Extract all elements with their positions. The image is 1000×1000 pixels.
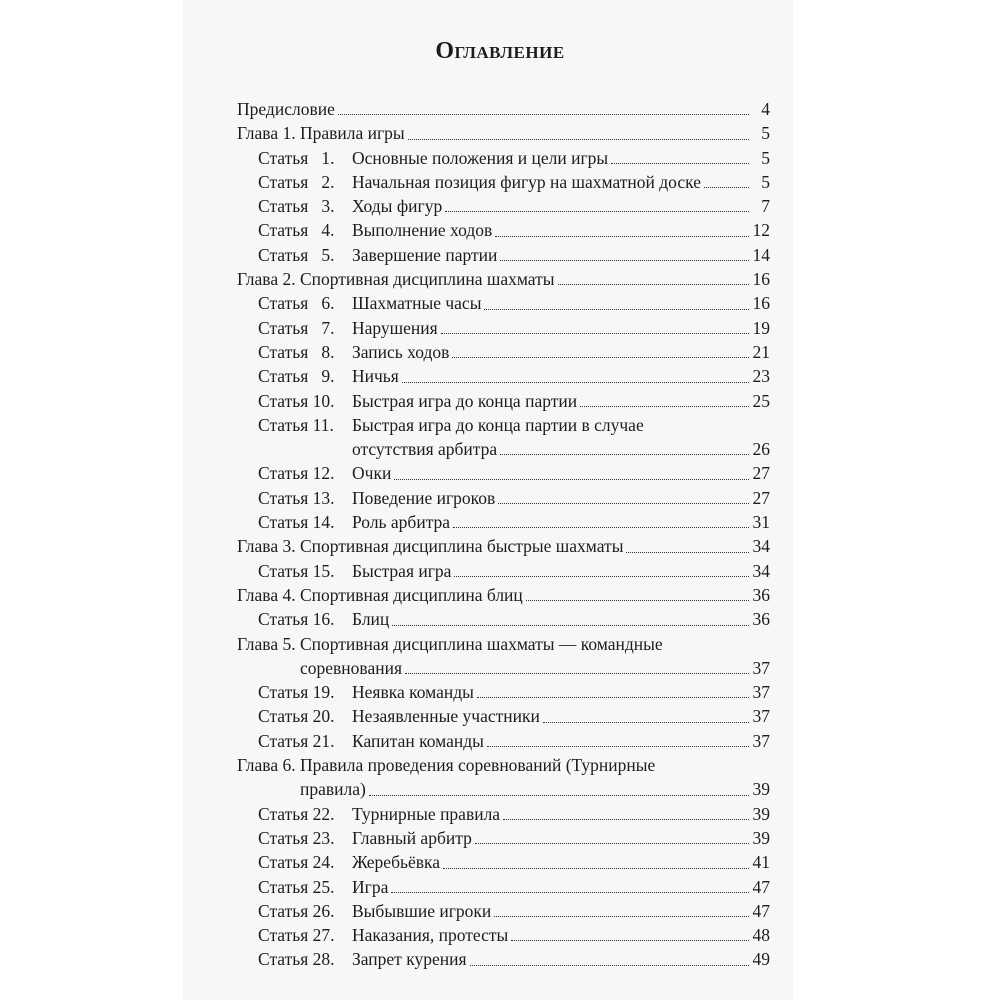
toc-label-line-2 [237, 656, 770, 680]
toc-wrapped-label [237, 753, 770, 802]
toc-article-number: Статья 8. [258, 341, 335, 362]
toc-page-number: 21 [752, 341, 770, 362]
toc-entry-article [237, 899, 770, 923]
toc-entry-article [237, 559, 770, 583]
toc-entry-article [237, 704, 770, 728]
toc-wrapped-label [352, 413, 770, 462]
toc-article-number: Статья 9. [258, 366, 335, 387]
toc-label-line-2 [237, 777, 770, 801]
toc-label-continued: отсутствия арбитра [352, 439, 498, 460]
toc-entry-article [237, 802, 770, 826]
toc-page-number: 19 [752, 317, 770, 338]
toc-entry-article [237, 826, 770, 850]
toc-article-number: Статья 2. [258, 171, 335, 192]
toc-entry-article [237, 243, 770, 267]
dot-leader [526, 600, 749, 601]
toc-label: Незаявленные участники [352, 706, 540, 727]
dot-leader [558, 284, 749, 285]
dot-leader [498, 503, 749, 504]
toc-page-number: 16 [752, 293, 770, 314]
toc-article-number: Статья 20. [258, 706, 335, 727]
toc-entry-article [237, 875, 770, 899]
toc-page-number: 41 [752, 852, 770, 873]
dot-leader [443, 868, 749, 869]
toc-page-number: 39 [752, 779, 770, 800]
toc-entry-preface [237, 97, 770, 121]
toc-label: Быстрая игра до конца партии [352, 390, 578, 411]
dot-leader [477, 697, 749, 698]
toc-entry-article [237, 194, 770, 218]
toc-page-number: 23 [752, 366, 770, 387]
toc-label: Поведение игроков [352, 487, 496, 508]
dot-leader [500, 454, 749, 455]
dot-leader [454, 576, 749, 577]
dot-leader [452, 357, 749, 358]
toc-entry-article [237, 340, 770, 364]
toc-label: Главный арбитр [352, 827, 472, 848]
toc-page-number: 49 [752, 949, 770, 970]
toc-label: Запрет курения [352, 949, 467, 970]
dot-leader [408, 139, 749, 140]
toc-article-number: Статья 6. [258, 293, 335, 314]
dot-leader [369, 795, 749, 796]
toc-entry-chapter-2 [237, 267, 770, 291]
dot-leader [626, 552, 749, 553]
toc-page-number: 4 [761, 99, 770, 119]
toc-article-number: Статья 3. [258, 196, 335, 217]
dot-leader [580, 406, 749, 407]
toc-label: Игра [352, 876, 389, 897]
toc-page-number: 5 [761, 171, 770, 192]
toc-entry-article [237, 850, 770, 874]
dot-leader [475, 843, 749, 844]
toc-article-number: Статья 10. [258, 390, 335, 411]
toc-label: Блиц [352, 609, 390, 630]
table-of-contents [237, 97, 770, 972]
dot-leader [494, 916, 749, 917]
toc-label: Глава 3. Спортивная дисциплина быстрые шахматы [237, 536, 624, 557]
toc-label: Неявка команды [352, 682, 474, 703]
dot-leader [611, 163, 749, 164]
toc-entry-article [237, 680, 770, 704]
toc-label: Нарушения [352, 317, 438, 338]
toc-page-number: 37 [752, 706, 770, 727]
toc-page-number: 37 [752, 730, 770, 751]
toc-entry-chapter-5 [237, 632, 770, 681]
dot-leader [704, 187, 749, 188]
toc-entry-chapter-1 [237, 121, 770, 145]
toc-entry-article [237, 146, 770, 170]
toc-page-number: 47 [752, 900, 770, 921]
toc-page-number: 5 [761, 147, 770, 168]
dot-leader [392, 625, 749, 626]
toc-entry-article [237, 729, 770, 753]
toc-article-number: Статья 4. [258, 220, 335, 241]
toc-entry-article [237, 364, 770, 388]
toc-page-number: 47 [752, 876, 770, 897]
toc-label: Завершение партии [352, 244, 498, 265]
dot-leader [503, 819, 749, 820]
toc-label: Глава 6. Правила проведения соревнований (Турнирные [237, 755, 656, 776]
toc-label: Глава 5. Спортивная дисциплина шахматы — командные [237, 633, 663, 654]
toc-page-number: 31 [752, 512, 770, 533]
toc-page-number: 36 [752, 609, 770, 630]
toc-label: Наказания, протесты [352, 925, 509, 946]
toc-label: Капитан команды [352, 730, 484, 751]
toc-article-number: Статья 21. [258, 730, 335, 751]
toc-page-number: 16 [752, 269, 770, 290]
toc-label: Предисловие [237, 99, 335, 119]
toc-article-number: Статья 16. [258, 609, 335, 630]
toc-page-number: 37 [752, 682, 770, 703]
toc-page-number: 12 [752, 220, 770, 241]
dot-leader [441, 333, 749, 334]
toc-page-number: 36 [752, 584, 770, 605]
toc-entry-article [237, 316, 770, 340]
toc-label: Жеребьёвка [352, 852, 440, 873]
toc-label: Глава 1. Правила игры [237, 123, 405, 144]
toc-page-number: 14 [752, 244, 770, 265]
dot-leader [394, 479, 749, 480]
toc-entry-article [237, 389, 770, 413]
toc-entry-chapter-4 [237, 583, 770, 607]
toc-article-number: Статья 13. [258, 487, 335, 508]
toc-page-number: 27 [752, 487, 770, 508]
toc-label: Быстрая игра до конца партии в случае [352, 414, 644, 435]
dot-leader [500, 260, 749, 261]
page-margin [793, 0, 1000, 1000]
toc-entry-article [237, 607, 770, 631]
toc-article-number: Статья 28. [258, 949, 335, 970]
dot-leader [511, 940, 749, 941]
toc-article-number: Статья 14. [258, 512, 335, 533]
toc-article-number: Статья 5. [258, 244, 335, 265]
toc-page-number: 27 [752, 463, 770, 484]
toc-page-number: 39 [752, 803, 770, 824]
toc-entry-article [237, 170, 770, 194]
toc-article-number: Статья 24. [258, 852, 335, 873]
toc-entry-article [237, 461, 770, 485]
toc-label: Роль арбитра [352, 512, 451, 533]
toc-article-number: Статья 1. [258, 147, 335, 168]
dot-leader [487, 746, 749, 747]
toc-entry-article [237, 218, 770, 242]
toc-wrapped-label [237, 632, 770, 681]
toc-label: Начальная позиция фигур на шахматной доске [352, 171, 701, 192]
toc-page-number: 26 [752, 439, 770, 460]
toc-label: Ничья [352, 366, 399, 387]
dot-leader [543, 722, 749, 723]
toc-label: Глава 2. Спортивная дисциплина шахматы [237, 269, 555, 290]
toc-label: Основные положения и цели игры [352, 147, 609, 168]
toc-label: Выбывшие игроки [352, 900, 492, 921]
toc-article-number: Статья 26. [258, 900, 335, 921]
toc-label-continued: соревнования [300, 657, 402, 678]
toc-label: Глава 4. Спортивная дисциплина блиц [237, 584, 523, 605]
toc-entry-article [237, 291, 770, 315]
toc-article-number: Статья 22. [258, 803, 335, 824]
toc-entry-article [237, 486, 770, 510]
toc-page-number: 34 [752, 560, 770, 581]
toc-label: Очки [352, 463, 392, 484]
toc-entry-article [237, 947, 770, 971]
toc-page-number: 39 [752, 827, 770, 848]
toc-article-number: Статья 12. [258, 463, 335, 484]
toc-page-number: 7 [761, 196, 770, 217]
toc-page-number: 34 [752, 536, 770, 557]
dot-leader [402, 382, 749, 383]
toc-entry-article [237, 510, 770, 534]
dot-leader [470, 965, 749, 966]
toc-label: Турнирные правила [352, 803, 501, 824]
toc-entry-article [237, 413, 770, 462]
dot-leader [338, 114, 749, 115]
toc-entry-chapter-3 [237, 534, 770, 558]
toc-page-number: 25 [752, 390, 770, 411]
toc-label: Шахматные часы [352, 293, 482, 314]
toc-label: Выполнение ходов [352, 220, 493, 241]
dot-leader [453, 527, 749, 528]
dot-leader [484, 309, 749, 310]
toc-article-number: Статья 15. [258, 560, 335, 581]
toc-page-number: 37 [752, 657, 770, 678]
toc-article-number: Статья 25. [258, 876, 335, 897]
toc-entry-chapter-6 [237, 753, 770, 802]
toc-label: Ходы фигур [352, 196, 443, 217]
toc-article-number: Статья 27. [258, 925, 335, 946]
dot-leader [405, 673, 749, 674]
toc-label-continued: правила) [300, 779, 366, 800]
dot-leader [391, 892, 749, 893]
toc-label-line-2 [352, 437, 770, 461]
toc-label: Быстрая игра [352, 560, 452, 581]
toc-article-number: Статья 23. [258, 827, 335, 848]
page-title: Оглавление [435, 38, 565, 64]
toc-article-number: Статья 7. [258, 317, 335, 338]
toc-article-number: Статья 19. [258, 682, 335, 703]
toc-page-number: 5 [761, 123, 770, 144]
dot-leader [445, 211, 749, 212]
toc-article-number: Статья 11. [258, 414, 334, 435]
toc-page-number: 48 [752, 925, 770, 946]
dot-leader [495, 236, 749, 237]
toc-entry-article [237, 923, 770, 947]
toc-label: Запись ходов [352, 341, 450, 362]
